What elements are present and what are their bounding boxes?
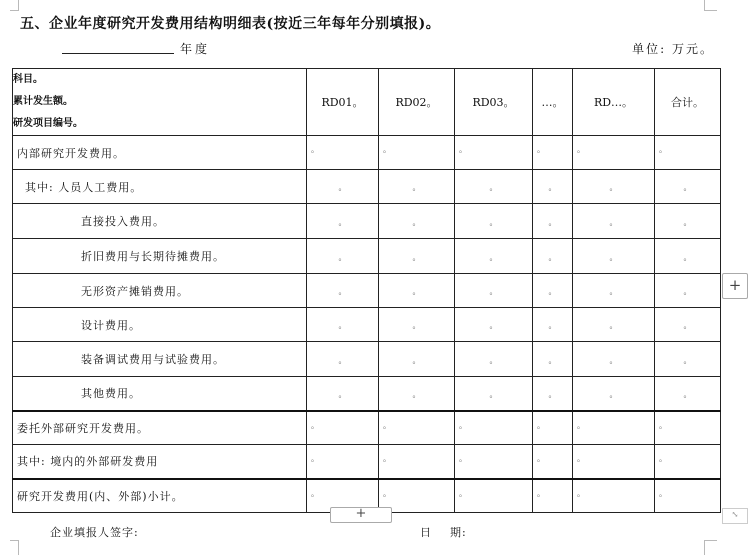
row-label: 设计费用。 [13,308,307,342]
year-label: 年度 [180,42,211,56]
year-blank-line[interactable] [62,53,174,54]
paragraph-mark: 。 [537,420,545,430]
table-cell[interactable] [455,377,533,411]
table-cell[interactable] [307,342,379,377]
table-cell[interactable] [573,239,655,274]
paragraph-mark: 。 [459,420,467,430]
paragraph-mark: 。 [338,217,347,227]
table-cell[interactable] [533,170,573,204]
paragraph-mark: 。 [577,145,585,154]
paragraph-mark: 。 [489,287,498,296]
table-cell[interactable] [573,479,655,513]
paragraph-mark: 。 [683,252,692,262]
table-row [13,445,721,479]
crop-mark-top-right [704,0,717,11]
paragraph-mark: 。 [609,287,618,296]
paragraph-mark: 。 [383,145,391,154]
paragraph-mark: 。 [489,217,498,227]
table-cell[interactable] [455,204,533,239]
table-cell[interactable] [573,204,655,239]
table-cell[interactable] [533,308,573,342]
table-cell[interactable] [655,479,721,513]
corner-line-accumulated: 累计发生额。 [13,96,73,107]
paragraph-mark: 。 [548,252,557,262]
table-cell[interactable] [379,411,455,445]
table-row [13,411,721,445]
date-label [420,524,467,540]
paragraph-mark: 。 [659,145,667,154]
paragraph-mark: 。 [577,420,585,430]
date-label-period: 期: [450,526,467,539]
table-row [13,377,721,411]
table-cell[interactable] [307,308,379,342]
table-row [13,342,721,377]
table-cell[interactable] [379,204,455,239]
row-label: 折旧费用与长期待摊费用。 [13,239,307,274]
paragraph-mark: 。 [609,355,618,365]
paragraph-mark: 。 [459,454,467,463]
date-label-day: 日 [420,526,432,539]
table-cell[interactable] [573,170,655,204]
paragraph-mark: 。 [548,183,557,192]
table-cell[interactable] [455,342,533,377]
paragraph-mark: 。 [683,389,692,399]
paragraph-mark: 。 [338,183,347,192]
row-label: 直接投入费用。 [13,204,307,239]
table-cell[interactable] [379,170,455,204]
table-resize-handle-icon[interactable]: ⤡ [722,508,748,524]
table-row [13,239,721,274]
table-row [13,136,721,170]
paragraph-mark: 。 [311,145,319,154]
table-row [13,170,721,204]
paragraph-mark: 。 [683,355,692,365]
table-cell[interactable] [655,308,721,342]
header-row [13,69,721,136]
table-cell[interactable] [533,445,573,479]
table-row [13,274,721,308]
table-cell[interactable] [573,274,655,308]
table-cell[interactable] [307,239,379,274]
table-cell[interactable] [379,377,455,411]
column-header-rd01: RD01。 [307,69,379,136]
row-label: 装备调试费用与试验费用。 [13,342,307,377]
paragraph-mark: 。 [489,389,498,399]
table-cell[interactable] [455,445,533,479]
column-header-total: 合计。 [655,69,721,136]
table-cell[interactable] [655,445,721,479]
table-cell[interactable] [379,308,455,342]
paragraph-mark: 。 [412,217,421,227]
table-cell[interactable] [307,170,379,204]
paragraph-mark: 。 [338,252,347,262]
document-title: 五、企业年度研究开发费用结构明细表(按近三年每年分别填报)。 [20,16,441,32]
table-cell[interactable] [573,136,655,170]
column-header-ellipsis: …。 [533,69,573,136]
paragraph-mark: 。 [548,217,557,227]
paragraph-mark: 。 [311,488,319,498]
table-cell[interactable] [307,204,379,239]
paragraph-mark: 。 [412,389,421,399]
column-header-rd02: RD02。 [379,69,455,136]
paragraph-mark: 。 [548,389,557,399]
paragraph-mark: 。 [489,183,498,192]
paragraph-mark: 。 [683,321,692,330]
table-cell[interactable] [455,479,533,513]
table-cell[interactable] [307,274,379,308]
table-cell[interactable] [455,308,533,342]
row-label: 研究开发费用(内、外部)小计。 [13,479,307,513]
table-cell[interactable] [533,377,573,411]
row-label: 其他费用。 [13,377,307,411]
paragraph-mark: 。 [683,287,692,296]
row-label: 其中: 人员人工费用。 [13,170,307,204]
paragraph-mark: 。 [609,183,618,192]
paragraph-mark: 。 [537,145,545,154]
paragraph-mark: 。 [459,488,467,498]
table-cell[interactable] [655,377,721,411]
table-cell[interactable] [573,411,655,445]
year-unit-row [20,38,720,56]
crop-mark-bottom-left [10,540,19,555]
row-label: 委托外部研究开发费用。 [13,411,307,445]
table-cell[interactable] [455,170,533,204]
table-cell[interactable] [655,170,721,204]
signer-label: 企业填报人签字: [50,526,139,539]
paragraph-mark: 。 [659,488,667,498]
table-cell[interactable] [573,445,655,479]
paragraph-mark: 。 [412,252,421,262]
table-row [13,308,721,342]
paragraph-mark: 。 [577,454,585,463]
paragraph-mark: 。 [548,287,557,296]
paragraph-mark: 。 [412,287,421,296]
paragraph-mark: 。 [548,355,557,365]
table-cell[interactable] [307,411,379,445]
paragraph-mark: 。 [412,183,421,192]
crop-mark-top-left [10,0,19,11]
table-cell[interactable] [455,136,533,170]
paragraph-mark: 。 [659,454,667,463]
paragraph-mark: 。 [383,488,391,498]
paragraph-mark: 。 [609,252,618,262]
paragraph-mark: 。 [609,389,618,399]
table-cell[interactable] [455,239,533,274]
table-cell[interactable] [455,274,533,308]
table-cell[interactable] [655,136,721,170]
column-header-rd-more: RD…。 [573,69,655,136]
table-cell[interactable] [307,445,379,479]
paragraph-mark: 。 [577,488,585,498]
table-cell[interactable] [307,377,379,411]
table-cell[interactable] [655,239,721,274]
paragraph-mark: 。 [338,355,347,365]
paragraph-mark: 。 [609,217,618,227]
paragraph-mark: 。 [412,355,421,365]
paragraph-mark: 。 [338,389,347,399]
table-cell[interactable] [533,136,573,170]
table-cell[interactable] [379,274,455,308]
row-label: 无形资产摊销费用。 [13,274,307,308]
table-cell[interactable] [379,342,455,377]
paragraph-mark: 。 [489,355,498,365]
corner-line-project-id: 研发项目编号。 [13,118,83,129]
table-row [13,204,721,239]
paragraph-mark: 。 [537,488,545,498]
table-cell[interactable] [379,136,455,170]
table-cell[interactable] [655,204,721,239]
paragraph-mark: 。 [489,252,498,262]
paragraph-mark: 。 [311,420,319,430]
paragraph-mark: 。 [383,420,391,430]
table-cell[interactable] [533,204,573,239]
paragraph-mark: 。 [311,454,319,463]
add-row-button[interactable]: + [330,507,392,523]
rd-expense-table [12,68,721,513]
table-cell[interactable] [655,411,721,445]
paragraph-mark: 。 [659,420,667,430]
table-cell[interactable] [379,239,455,274]
table-cell[interactable] [533,342,573,377]
corner-header-cell [13,69,307,136]
column-header-rd03: RD03。 [455,69,533,136]
unit-label: 单位: 万元。 [632,42,714,56]
add-column-button[interactable]: + [722,273,748,299]
paragraph-mark: 。 [683,217,692,227]
table-cell[interactable] [573,308,655,342]
paragraph-mark: 。 [609,321,618,330]
paragraph-mark: 。 [683,183,692,192]
paragraph-mark: 。 [537,454,545,463]
table-cell[interactable] [533,411,573,445]
paragraph-mark: 。 [338,287,347,296]
table-cell[interactable] [655,342,721,377]
paragraph-mark: 。 [548,321,557,330]
table-cell[interactable] [533,479,573,513]
table-cell[interactable] [307,136,379,170]
table-cell[interactable] [455,411,533,445]
row-label: 内部研究开发费用。 [13,136,307,170]
row-label: 其中: 境内的外部研发费用 [13,445,307,479]
paragraph-mark: 。 [489,321,498,330]
paragraph-mark: 。 [338,321,347,330]
corner-line-subject: 科目。 [13,74,43,85]
table-cell[interactable] [573,342,655,377]
paragraph-mark: 。 [459,145,467,154]
table-cell[interactable] [379,445,455,479]
crop-mark-bottom-right [704,540,717,555]
table-cell[interactable] [655,274,721,308]
paragraph-mark: 。 [412,321,421,330]
paragraph-mark: 。 [383,454,391,463]
table-cell[interactable] [573,377,655,411]
table-cell[interactable] [533,239,573,274]
table-cell[interactable] [533,274,573,308]
